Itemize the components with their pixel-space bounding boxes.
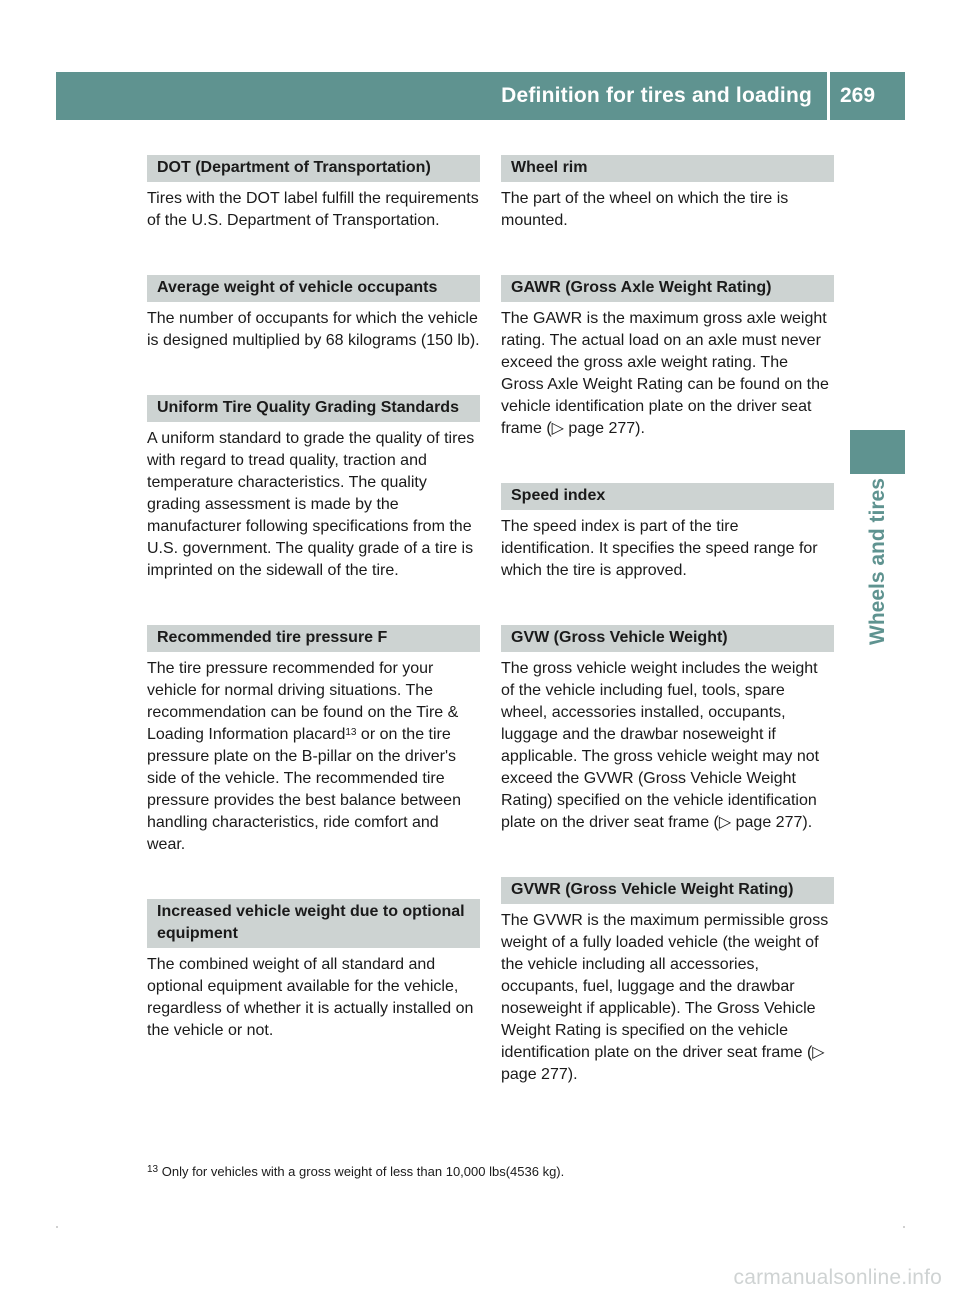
section-body: The number of occupants for which the vehicle is designed multiplied by 68 kilograms (150 lb).: [147, 310, 480, 349]
section-optional-equipment-weight: [147, 899, 480, 1042]
footnote: [147, 1163, 847, 1181]
crop-mark: [903, 1226, 905, 1228]
section-gawr: [501, 275, 834, 440]
section-heading: Wheel rim: [501, 155, 834, 182]
section-body: [147, 658, 480, 856]
page-number: 269: [840, 84, 876, 107]
section-gvwr: [501, 877, 834, 1086]
section-body: The GVWR is the maximum permissible gross weight of a fully loaded vehicle (the weight of the vehicle including all accessories, occupants, fuel, luggage and the drawbar noseweight if applicable). The Gross Vehicle Weight Rating is specified on the vehicle identification plate on the driver seat frame (▷ page 277).: [501, 912, 829, 1083]
body-text-part: The tire pressure recommended for your vehicle for normal driving situations. The recommendation can be found on the Tire & Loading Information placard: [147, 660, 459, 743]
section-heading: Recommended tire pressure F: [147, 625, 480, 652]
watermark: carmanualsonline.info: [733, 1266, 942, 1289]
section-heading: GVWR (Gross Vehicle Weight Rating): [501, 877, 834, 904]
section-body: The speed index is part of the tire identification. It specifies the speed range for which the tire is approved.: [501, 518, 818, 579]
section-body: Tires with the DOT label fulfill the requirements of the U.S. Department of Transportation.: [147, 190, 479, 229]
section-average-occupant-weight: [147, 275, 480, 352]
footnote-text: Only for vehicles with a gross weight of less than 10,000 lbs(4536 kg).: [161, 1164, 565, 1179]
section-body: The combined weight of all standard and optional equipment available for the vehicle, regardless of whether it is actually installed on the vehicle or not.: [147, 956, 474, 1039]
right-column: [501, 155, 834, 1129]
chapter-label: Wheels and tires: [866, 478, 889, 645]
left-column: [147, 155, 480, 1085]
section-heading: DOT (Department of Transportation): [147, 155, 480, 182]
section-heading: Uniform Tire Quality Grading Standards: [147, 395, 480, 422]
section-recommended-tire-pressure: [147, 625, 480, 856]
section-speed-index: [501, 483, 834, 582]
body-text-part: or on the tire pressure plate on the B-pillar on the driver's side of the vehicle. The recommended tire pressure provides the best balance between handling characteristics, ride comfort and wear.: [147, 726, 461, 853]
crop-mark: [56, 1226, 58, 1228]
section-heading: GAWR (Gross Axle Weight Rating): [501, 275, 834, 302]
section-wheel-rim: [501, 155, 834, 232]
page-title: Definition for tires and loading: [501, 84, 812, 107]
section-heading: Average weight of vehicle occupants: [147, 275, 480, 302]
section-heading: GVW (Gross Vehicle Weight): [501, 625, 834, 652]
footnote-reference: 13: [345, 727, 357, 738]
section-heading: Speed index: [501, 483, 834, 510]
section-dot: [147, 155, 480, 232]
page-header: [56, 72, 905, 120]
section-gvw: [501, 625, 834, 834]
section-body: The part of the wheel on which the tire is mounted.: [501, 190, 789, 229]
section-utqgs: [147, 395, 480, 582]
section-body: The GAWR is the maximum gross axle weight rating. The actual load on an axle must never exceed the gross axle weight rating. The Gross Axle Weight Rating can be found on the vehicle identification plate on the driver seat frame (▷ page 277).: [501, 310, 829, 437]
footnote-number: 13: [147, 1164, 159, 1175]
section-body: The gross vehicle weight includes the weight of the vehicle including fuel, tools, spare wheel, accessories installed, occupants, luggage and the drawbar noseweight if applicable. The gross vehicle weight may not exceed the GVWR (Gross Vehicle Weight Rating) specified on the vehicle identification plate on the driver seat frame (▷ page 277).: [501, 660, 820, 831]
section-body: A uniform standard to grade the quality of tires with regard to tread quality, traction and temperature characteristics. The quality grading assessment is made by the manufacturer following specifications from the U.S. government. The quality grade of a tire is imprinted on the sidewall of the tire.: [147, 430, 475, 579]
section-heading: Increased vehicle weight due to optional equipment: [147, 899, 480, 948]
chapter-tab-marker: [850, 430, 905, 474]
